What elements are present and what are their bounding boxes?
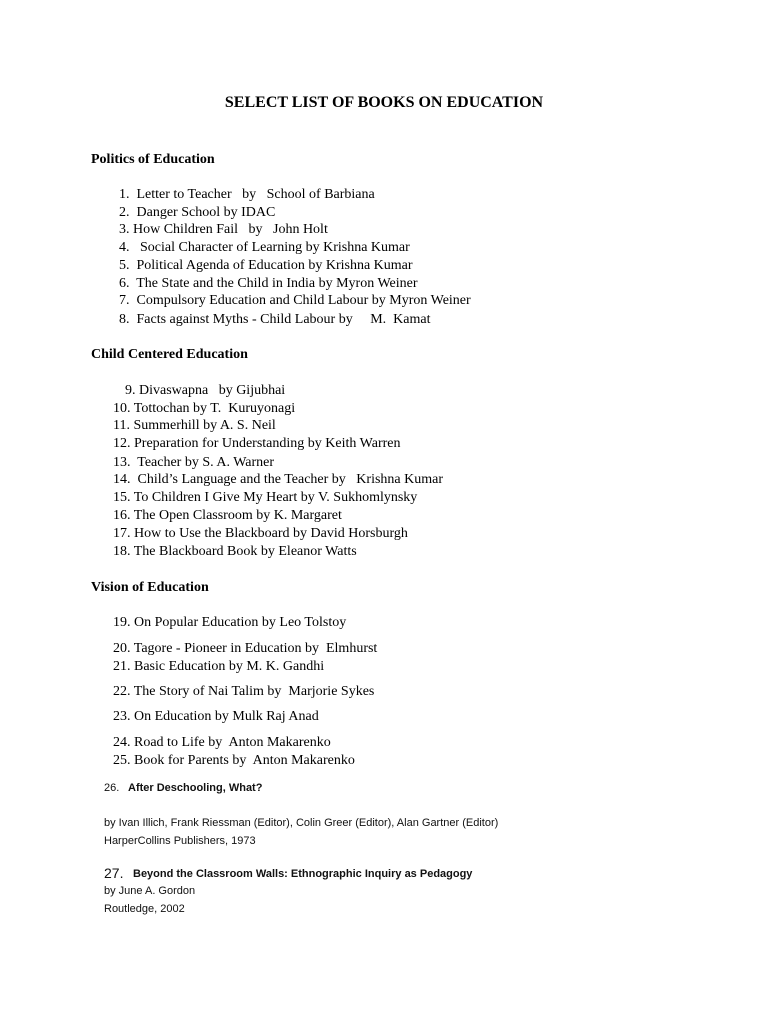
book-item: 4. Social Character of Learning by Krishna Kumar [119,240,410,255]
book-title: After Deschooling, What? [128,782,263,794]
book-item: 16. The Open Classroom by K. Margaret [113,508,342,523]
section-heading-child-centered: Child Centered Education [91,347,248,362]
section-heading-vision: Vision of Education [91,580,209,595]
book-publisher: HarperCollins Publishers, 1973 [104,835,256,847]
book-item: 13. Teacher by S. A. Warner [113,455,275,470]
book-item: 6. The State and the Child in India by Myron Weiner [119,276,418,291]
book-item: 24. Road to Life by Anton Makarenko [113,735,331,750]
book-authors: by June A. Gordon [104,885,196,897]
book-item: 11. Summerhill by A. S. Neil [113,418,276,433]
document-title: SELECT LIST OF BOOKS ON EDUCATION [224,94,544,111]
book-item: 17. How to Use the Blackboard by David Horsburgh [113,526,408,541]
book-item: 18. The Blackboard Book by Eleanor Watts [113,544,357,559]
book-item: 7. Compulsory Education and Child Labour by Myron Weiner [119,293,471,308]
book-item: 19. On Popular Education by Leo Tolstoy [113,615,347,630]
section-heading-politics: Politics of Education [91,152,215,167]
book-item: 14. Child’s Language and the Teacher by Krishna Kumar [113,472,444,487]
book-item: 9. Divaswapna by Gijubhai [125,383,286,398]
book-item: 15. To Children I Give My Heart by V. Sukhomlynsky [113,490,418,505]
book-item: 20. Tagore - Pioneer in Education by Elmhurst [113,641,378,656]
book-item: 21. Basic Education by M. K. Gandhi [113,659,325,674]
book-item: 2. Danger School by IDAC [119,205,276,220]
book-authors: by Ivan Illich, Frank Riessman (Editor), Colin Greer (Editor), Alan Gartner (Editor) [104,817,499,829]
book-item: 8. Facts against Myths - Child Labour by M. Kamat [119,312,431,327]
book-item: 25. Book for Parents by Anton Makarenko [113,753,355,768]
book-item: 12. Preparation for Understanding by Keith Warren [113,436,401,451]
book-item: 10. Tottochan by T. Kuruyonagi [113,401,296,416]
book-item: 5. Political Agenda of Education by Krishna Kumar [119,258,413,273]
book-publisher: Routledge, 2002 [104,903,185,915]
book-number: 26. [104,782,120,794]
book-number: 27. [104,865,124,881]
book-item: 23. On Education by Mulk Raj Anad [113,709,319,724]
book-title: Beyond the Classroom Walls: Ethnographic Inquiry as Pedagogy [133,868,473,880]
book-item: 3. How Children Fail by John Holt [119,222,328,237]
book-item: 1. Letter to Teacher by School of Barbiana [119,187,375,202]
book-item: 22. The Story of Nai Talim by Marjorie Sykes [113,684,375,699]
